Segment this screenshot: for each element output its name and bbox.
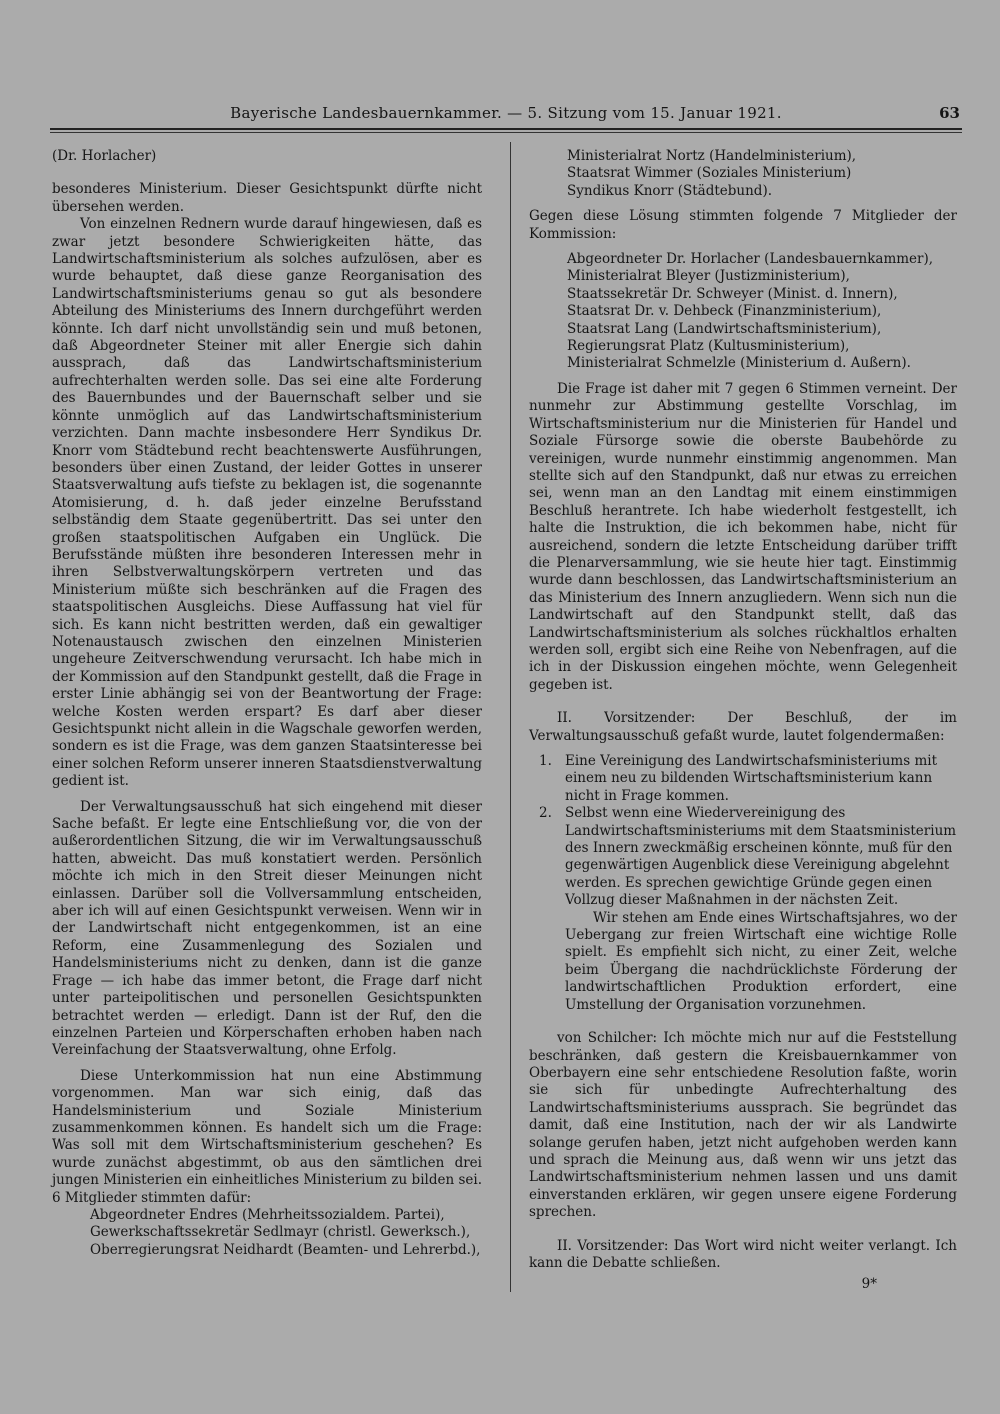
- signature-mark: 9*: [861, 1276, 877, 1293]
- list-item: Syndikus Knorr (Städtebund).: [567, 182, 773, 199]
- page-number: 63: [939, 104, 960, 122]
- speaker-name: (Dr. Horlacher): [52, 148, 157, 164]
- chair-statement: II. Vorsitzender: Das Wort wird nicht weiter verlangt. Ich kann die Debatte schließen.: [529, 1237, 957, 1271]
- right-column: [529, 148, 957, 1294]
- paragraph: Gegen diese Lösung stimmten folgende 7 Mitglieder der Kommission:: [529, 208, 957, 242]
- list-item: Staatssekretär Dr. Schweyer (Minist. d. Innern),: [567, 285, 898, 302]
- list-item: Staatsrat Lang (Landwirtschaftsministerium),: [567, 320, 882, 337]
- header-rule: [50, 128, 962, 130]
- voters-for-list: [90, 1207, 482, 1259]
- running-title: Bayerische Landesbauernkammer. — 5. Sitzung vom 15. Januar 1921.: [230, 104, 782, 122]
- resolution-point: [529, 805, 957, 909]
- paragraph: besonderes Ministerium. Dieser Gesichtspunkt dürfte nicht übersehen werden.: [52, 181, 482, 215]
- list-item: Regierungsrat Platz (Kultusministerium),: [567, 338, 850, 355]
- point-text: Eine Vereinigung des Landwirtschafsministeriums mit einem neu zu bildenden Wirtschaftsministerium kann nicht in Frage kommen.: [565, 753, 937, 804]
- list-item: Ministerialrat Schmelzle (Ministerium d. Außern).: [567, 355, 911, 372]
- voters-against-list: [567, 251, 957, 373]
- list-item: Staatsrat Wimmer (Soziales Ministerium): [567, 165, 852, 182]
- chair-statement: II. Vorsitzender: Der Beschluß, der im Verwaltungsausschuß gefaßt wurde, lautet folgendermaßen:: [529, 710, 957, 744]
- paragraph: Die Frage ist daher mit 7 gegen 6 Stimmen verneint. Der nunmehr zur Abstimmung gestellte Vorschlag, im Wirtschaftsministerium nur die Ministerien für Handel und Soziale Fürsorge sowie die oberste Baubehörde zu vereinigen, wurde nunmehr einstimmig angenommen. Man stellte sich auf den Standpunkt, daß nur etwas zu erreichen sei, wenn man an den Landtag mit einem einstimmigen Beschluß herantrete. Ich habe wiederholt festgestellt, ich halte die Instruktion, die ich bekommen habe, nicht für ausreichend, sondern die letzte Entscheidung darüber trifft die Plenarversammlung, wie sie heute hier tagt. Einstimmig wurde dann beschlossen, das Landwirtschaftsministerium an das Ministerium des Innern anzugliedern. Wenn sich nun die Landwirtschaft auf den Standpunkt stellt, daß das Landwirtschaftsministerium als solches rückhaltlos erhalten werden soll, ergibt sich eine Reihe von Nebenfragen, auf die ich in der Diskussion eingehen möchte, wenn Gelegenheit gegeben ist.: [529, 380, 957, 693]
- resolution-points: [529, 753, 957, 910]
- paragraph: Diese Unterkommission hat nun eine Abstimmung vorgenommen. Man war sich einig, daß das Handelsministerium und Soziale Ministerium zusammenkommen können. Es handelt sich um die Frage: Was soll mit dem Wirtschaftsministerium geschehen? Es wurde zunächst abgestimmt, ob aus den sämtlichen drei jungen Ministerien ein einheitliches Ministerium zu bilden sei. 6 Mitglieder stimmten dafür:: [52, 1067, 482, 1206]
- list-item: Staatsrat Dr. v. Dehbeck (Finanzministerium),: [567, 303, 882, 320]
- list-item: Abgeordneter Endres (Mehrheitssozialdem. Partei),: [90, 1206, 445, 1223]
- paragraph: Von einzelnen Rednern wurde darauf hingewiesen, daß es zwar jetzt besondere Schwierigkeiten hätte, das Landwirtschaftsministerium als solches aufzulösen, aber es wurde behauptet, daß diese ganze Reorganisation des Landwirtschaftsministeriums genau so gut als besondere Abteilung des Ministeriums des Innern durchgeführt werden könnte. Ich darf nicht unvollständig sein und muß betonen, daß Abgeordneter Steiner mit aller Energie sich dahin aussprach, daß das Landwirtschaftsministerium aufrechterhalten werden solle. Das sei eine alte Forderung des Bauernbundes und der Bauernschaft selber und sie könnte unmöglich auf das Landwirtschaftsministerium verzichten. Dann machte insbesondere Herr Syndikus Dr. Knorr vom Städtebund recht beachtenswerte Ausführungen, besonders über einen Zustand, der leider Gottes in unserer Staatsverwaltung aufs tiefste zu beklagen ist, die sogenannte Atomisierung, d. h. daß jeder einzelne Berufsstand selbständig dem Staate gegenübertritt. Das sei unter den großen staatspolitischen Aufgaben ein Unglück. Die Berufsstände müßten ihre besonderen Interessen mehr in ihren Selbstverwaltungskörpern vertreten und das Ministerium müßte sich beschränken auf die Fragen des staatspolitischen Ausgleichs. Diese Auffassung hat viel für sich. Es kann nicht bestritten werden, daß ein gewaltiger Notenaustausch zwischen den einzelnen Ministerien ungeheure Zeitverschwendung verursacht. Ich habe mich in der Kommission auf den Standpunkt gestellt, daß die Frage in erster Linie abhängig sei von der Beantwortung der Frage: welche Kosten werden erspart? Es darf aber dieser Gesichtspunkt nicht allein in die Wagschale geworfen werden, sondern es ist die Frage, was dem ganzen Staatsinteresse bei einer solchen Reform unserer inneren Staatsdienstverwaltung gedient ist.: [52, 216, 482, 790]
- list-item: Ministerialrat Bleyer (Justizministerium),: [567, 268, 850, 285]
- header-rule-thin: [50, 132, 962, 133]
- point-text: Selbst wenn eine Wiedervereinigung des Landwirtschaftsministeriums mit dem Staatsministerium des Innern zweckmäßig erscheinen könnte, muß für den gegenwärtigen Augenblick diese Vereinigung abgelehnt werden. Es sprechen gewichtige Gründe gegen einen Vollzug dieser Maßnahmen in der nächsten Zeit.: [565, 805, 957, 909]
- paragraph: Wir stehen am Ende eines Wirtschaftsjahres, wo der Uebergang zur freien Wirtschaft eine wichtige Rolle spielt. Es empfiehlt sich nicht, zu einer Zeit, welche beim Übergang die nachdrücklichste Förderung der landwirtschaftlichen Produktion erfordert, eine Umstellung der Organisation vorzunehmen.: [565, 909, 957, 1013]
- voters-for-list-cont: [567, 148, 957, 200]
- paragraph: Der Verwaltungsausschuß hat sich eingehend mit dieser Sache befaßt. Er legte eine Entschließung vor, die von der außerordentlichen Sitzung, die wir im Verwaltungsausschuß hatten, abweicht. Das muß konstatiert werden. Persönlich möchte ich mich in den Streit dieser Meinungen nicht einlassen. Darüber soll die Vollversammlung entscheiden, aber ich will auf einen Gesichtspunkt verweisen. Wenn wir in der Landwirtschaft nicht entgegenkommen, ist an eine Reform, eine Zusammenlegung des Sozialen und Handelsministeriums nicht zu denken, dann ist die ganze Frage — ich habe das immer betont, die Frage darf nicht unter parteipolitischen und personellen Gesichtspunkten betrachtet werden — erledigt. Dann ist der Ruf, den die einzelnen Parteien und Körperschaften erhoben haben nach Vereinfachung der Staatsverwaltung, ohne Erfolg.: [52, 798, 482, 1059]
- speaker-statement: von Schilcher: Ich möchte mich nur auf die Feststellung beschränken, daß gestern die Kreisbauernkammer von Oberbayern eine sehr entschiedene Resolution faßte, worin sie sich für unbedingte Aufrechterhaltung des Landwirtschaftsministeriums aussprach. Sie begründet das damit, daß eine Institution, nach der wir als Landwirte solange gerufen haben, jetzt nicht aufgehoben werden kann und sprach die Meinung aus, daß wenn wir uns jetzt das Landwirtschaftsministerium nehmen lassen und uns damit einverstanden erklären, wir gegen unsere eigene Forderung sprechen.: [529, 1030, 957, 1221]
- resolution-point: [529, 753, 957, 805]
- list-item: Gewerkschaftssekretär Sedlmayr (christl. Gewerksch.),: [90, 1224, 471, 1241]
- list-item: Oberregierungsrat Neidhardt (Beamten- und Lehrerbd.),: [90, 1241, 481, 1258]
- page-header: [52, 104, 960, 128]
- point-number: 2.: [539, 805, 552, 822]
- list-item: Abgeordneter Dr. Horlacher (Landesbauernkammer),: [567, 251, 934, 268]
- left-column: [52, 148, 482, 1259]
- point-number: 1.: [539, 753, 552, 769]
- list-item: Ministerialrat Nortz (Handelministerium),: [567, 148, 857, 164]
- column-divider: [510, 142, 511, 1292]
